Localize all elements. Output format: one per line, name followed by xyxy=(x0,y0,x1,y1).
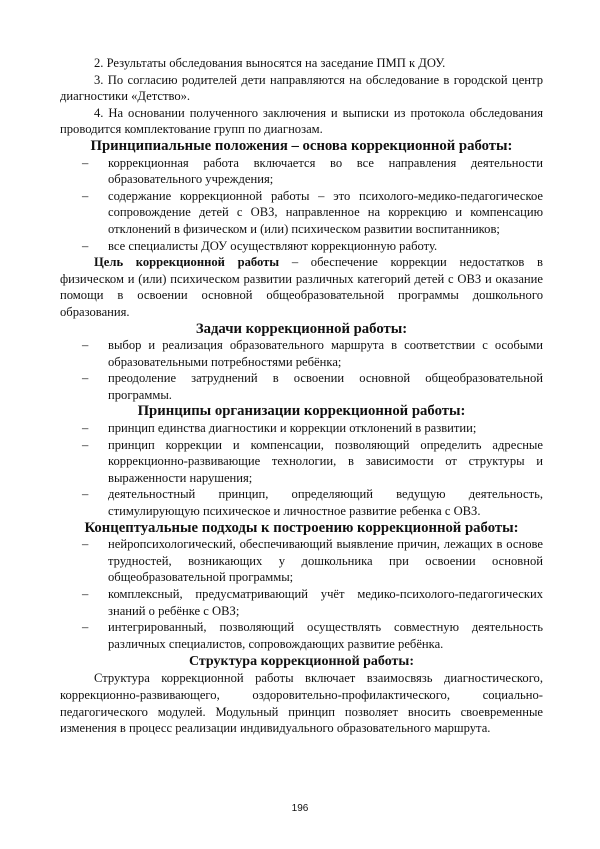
list-item: – принцип коррекции и компенсации, позволяющий определить адресные коррекционно-развивающие технологии, в зависимости от структуры и выраженности нарушения; xyxy=(82,437,543,485)
approaches-heading: Концептуальные подходы к построению коррекционной работы: xyxy=(84,519,519,536)
tasks-list xyxy=(60,337,543,403)
dash-marker: – xyxy=(82,155,89,170)
list-item: – комплексный, предусматривающий учёт медико-психолого-педагогических знаний о ребёнке с ОВЗ; xyxy=(82,587,543,618)
org-principles-heading: Принципы организации коррекционной работы: xyxy=(137,403,466,420)
list-item: – нейропсихологический, обеспечивающий выявление причин, лежащих в основе трудностей, возникающих у дошкольника при освоении основной общеобразовательной программы; xyxy=(82,537,543,585)
dash-marker: – xyxy=(82,587,89,601)
list-item: – преодоление затруднений в освоении основной общеобразовательной программы. xyxy=(82,371,543,402)
paragraph-item-4: 4. На основании полученного заключения и выписки из протокола обследования проводится комплектование групп по диагнозам. xyxy=(60,105,543,137)
dash-marker: – xyxy=(82,238,89,253)
list-item: – деятельностный принцип, определяющий ведущую деятельность, стимулирующую психическое и личностное развитие ребенка с ОВЗ. xyxy=(82,487,543,519)
structure-paragraph: Структура коррекционной работы включает взаимосвязь диагностического, коррекционно-развивающего, оздоровительно-профилактического, социально-педагогического модулей. Модульный принцип позволяет вносить своевременные изменения в процесс реализации индивидуального образовательного маршрута. xyxy=(60,671,543,736)
dash-marker: – xyxy=(82,487,89,502)
list-item: – выбор и реализация образовательного маршрута в соответствии с особыми образовательными потребностями ребёнка; xyxy=(82,338,543,369)
list-item: – принцип единства диагностики и коррекции отклонений в развитии; xyxy=(82,421,477,436)
tasks-heading: Задачи коррекционной работы: xyxy=(195,320,408,337)
goal-label: Цель коррекционной работы xyxy=(94,255,280,270)
list-item: – коррекционная работа включается во все направления деятельности образовательного учреждения; xyxy=(82,155,543,187)
goal-text: – обеспечение коррекции недостатков в физическом и (или) психическом развитии различных категорий детей с ОВЗ и оказание помощи в освоении основной общеобразовательной программы дошкольного образования. xyxy=(60,255,543,319)
principles-list xyxy=(60,155,543,255)
structure-heading: Структура коррекционной работы: xyxy=(188,654,415,670)
list-item: – все специалисты ДОУ осуществляют коррекционную работу. xyxy=(82,238,438,253)
page-content xyxy=(60,55,543,737)
list-item: – содержание коррекционной работы – это психолого-медико-педагогическое сопровождение детей с ОВЗ, направленное на коррекцию и компенсацию отклонений в физическом и (или) психическом развитии воспитанников; xyxy=(82,188,543,236)
dash-marker: – xyxy=(82,421,89,436)
paragraph-item-2: 2. Результаты обследования выносятся на заседание ПМП к ДОУ. xyxy=(94,56,446,70)
dash-marker: – xyxy=(82,371,89,386)
approaches-list xyxy=(60,536,543,652)
page-number: 196 xyxy=(291,803,309,814)
dash-marker: – xyxy=(82,620,89,635)
dash-marker: – xyxy=(82,537,89,552)
dash-marker: – xyxy=(82,338,89,353)
paragraph-item-3: 3. По согласию родителей дети направляются на обследование в городской центр диагностики «Детство». xyxy=(60,72,543,104)
principles-heading: Принципиальные положения – основа коррекционной работы: xyxy=(90,137,513,154)
list-item: – интегрированный, позволяющий осуществлять совместную деятельность различных специалистов, сопровождающих развитие ребёнка. xyxy=(82,620,543,651)
goal-paragraph xyxy=(60,254,543,320)
dash-marker: – xyxy=(82,437,89,452)
org-principles-list xyxy=(60,420,543,520)
dash-marker: – xyxy=(82,188,89,203)
